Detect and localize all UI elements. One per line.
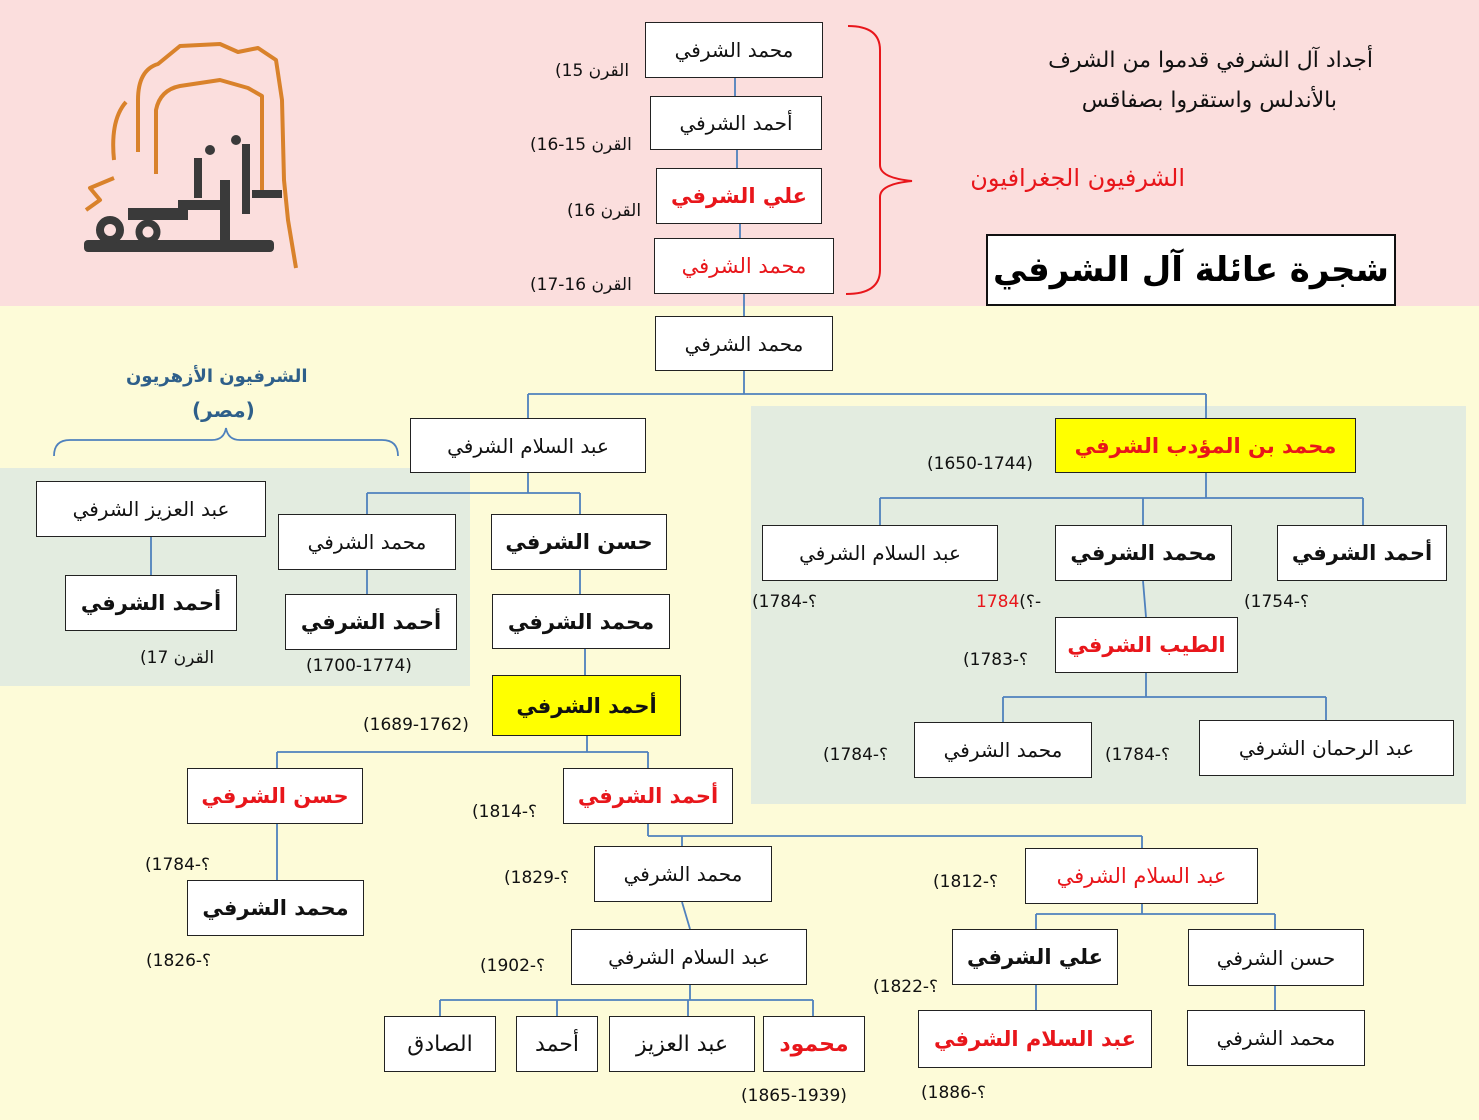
node-mohamed-15c[interactable]: محمد الشرفي xyxy=(645,22,823,78)
node-ali-1822[interactable]: علي الشرفي xyxy=(952,929,1118,985)
node-hassen[interactable]: حسن الشرفي xyxy=(491,514,667,570)
node-ali-16c[interactable]: علي الشرفي xyxy=(656,168,822,224)
date-n17: (؟-1829 xyxy=(504,868,570,888)
date-n33: (؟-1886 xyxy=(921,1083,987,1103)
node-tayeb-1783[interactable]: الطيب الشرفي xyxy=(1055,617,1238,673)
node-ahmed-1700[interactable]: أحمد الشرفي xyxy=(285,594,457,650)
date-n13: (1689-1762) xyxy=(363,715,469,735)
date-n16: (؟-1814 xyxy=(472,802,538,822)
date-n30: (؟-1812 xyxy=(933,872,999,892)
date-n27: (؟-1783 xyxy=(963,650,1029,670)
group-label-azhar: الشرفيون الأزهريون xyxy=(126,366,308,387)
date-n18: (؟-1902 xyxy=(480,956,546,976)
date-n4: (القرن 16-17 xyxy=(530,275,632,295)
node-abderrahmane[interactable]: عبد الرحمان الشرفي xyxy=(1199,720,1454,776)
node-hassen-1784[interactable]: حسن الشرفي xyxy=(187,768,363,824)
node-ahmed-short[interactable]: أحمد xyxy=(516,1016,598,1072)
date-n2: (القرن 15-16 xyxy=(530,135,632,155)
node-mohamed-1826[interactable]: محمد الشرفي xyxy=(187,880,364,936)
date-n28: (؟-1784 xyxy=(823,745,889,765)
node-mohamed-right[interactable]: محمد الشرفي xyxy=(1187,1010,1365,1066)
node-mohamed-ben-muaddeb[interactable]: محمد بن المؤدب الشرفي xyxy=(1055,418,1356,473)
node-abdessalem-1886[interactable]: عبد السلام الشرفي xyxy=(918,1010,1152,1068)
date-n23: (1650-1744) xyxy=(927,454,1033,474)
node-ahmed-1814[interactable]: أحمد الشرفي xyxy=(563,768,733,824)
date-n15: (؟-1826 xyxy=(146,951,212,971)
logo-tarikh-sfax xyxy=(70,40,320,280)
diagram-title: شجرة عائلة آل الشرفي xyxy=(986,234,1396,306)
node-abdessalem[interactable]: عبد السلام الشرفي xyxy=(410,418,646,473)
intro-line-1: أجداد آل الشرفي قدموا من الشرف xyxy=(1048,48,1373,73)
date-n29: (؟-1784 xyxy=(1105,745,1171,765)
date-n25 xyxy=(976,592,1041,612)
node-mohamed-1784-b[interactable]: محمد الشرفي xyxy=(914,722,1092,778)
node-mohamed-2[interactable]: محمد الشرفي xyxy=(492,594,670,649)
intro-line-2: بالأندلس واستقروا بصفاقس xyxy=(1081,88,1337,113)
node-mohamed-azhar[interactable]: محمد الشرفي xyxy=(278,514,456,570)
node-abdessalem-1812[interactable]: عبد السلام الشرفي xyxy=(1025,848,1258,904)
node-mohamed-1829[interactable]: محمد الشرفي xyxy=(594,846,772,902)
node-abdelaziz-short[interactable]: عبد العزيز xyxy=(609,1016,755,1072)
node-mohamed-1784[interactable]: محمد الشرفي xyxy=(1055,525,1232,581)
node-hassen-right[interactable]: حسن الشرفي xyxy=(1188,929,1364,986)
node-sadok[interactable]: الصادق xyxy=(384,1016,496,1072)
date-n25-open: (؟- xyxy=(1019,592,1042,612)
node-ahmed-1754[interactable]: أحمد الشرفي xyxy=(1277,525,1447,581)
node-abdelaziz-azhar[interactable]: عبد العزيز الشرفي xyxy=(36,481,266,537)
node-mahmoud[interactable]: محمود xyxy=(763,1016,865,1072)
group-label-geographic: الشرفيون الجغرافيون xyxy=(970,164,1185,192)
node-mohamed-16-17c[interactable]: محمد الشرفي xyxy=(654,238,834,294)
group-label-azhar-sub: (مصر) xyxy=(192,398,255,422)
date-n25-year: 1784 xyxy=(976,592,1020,612)
date-n24: (؟-1784 xyxy=(752,592,818,612)
node-ahmed-azhar-17c[interactable]: أحمد الشرفي xyxy=(65,575,237,631)
date-n31: (؟-1822 xyxy=(873,977,939,997)
node-ahmed-15-16c[interactable]: أحمد الشرفي xyxy=(650,96,822,150)
node-ahmed-1689[interactable]: أحمد الشرفي xyxy=(492,675,681,736)
node-mohamed-root[interactable]: محمد الشرفي xyxy=(655,316,833,371)
date-n10: (1700-1774) xyxy=(306,656,412,676)
date-n3: (القرن 16 xyxy=(567,201,642,221)
date-n14: (؟-1784 xyxy=(145,855,211,875)
date-n22: (1865-1939) xyxy=(741,1086,847,1106)
date-n1: (القرن 15 xyxy=(555,61,630,81)
date-n8: (القرن 17 xyxy=(140,648,215,668)
date-n26: (؟-1754 xyxy=(1244,592,1310,612)
node-abdessalem-1902[interactable]: عبد السلام الشرفي xyxy=(571,929,807,985)
node-abdessalem-1784[interactable]: عبد السلام الشرفي xyxy=(762,525,998,581)
